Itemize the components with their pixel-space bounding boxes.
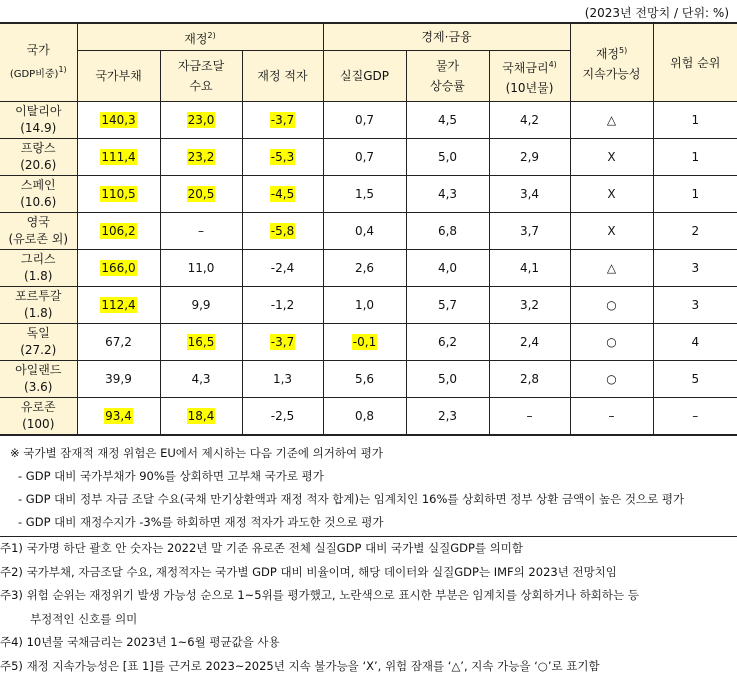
gdp-value: 0,7 bbox=[354, 113, 375, 127]
unit-note: (2023년 전망치 / 단위: %) bbox=[584, 6, 729, 20]
deficit-value: 1,3 bbox=[272, 372, 293, 386]
rank-value: – bbox=[692, 409, 699, 423]
bond-value: 2,4 bbox=[519, 335, 540, 349]
debt-value: 39,9 bbox=[105, 372, 132, 386]
sustain-cell bbox=[570, 250, 653, 287]
gdp-value: 0,4 bbox=[354, 224, 375, 238]
deficit-value: -3,7 bbox=[270, 335, 295, 349]
rank-value: 1 bbox=[691, 113, 700, 127]
table-row bbox=[0, 176, 737, 213]
deficit-value: -3,7 bbox=[270, 113, 295, 127]
deficit-cell bbox=[242, 102, 323, 139]
country-name: 포르투갈 bbox=[15, 289, 62, 303]
country-share: (100) bbox=[22, 417, 55, 431]
bond-cell bbox=[489, 361, 570, 398]
header-inflation: 물가 상승률 bbox=[406, 51, 489, 102]
sustain-cell bbox=[570, 324, 653, 361]
infl-cell bbox=[406, 250, 489, 287]
country-name: 아일랜드 bbox=[15, 363, 62, 377]
country-name: 독일 bbox=[26, 326, 50, 340]
rank-cell bbox=[653, 250, 737, 287]
sustain-value: X bbox=[607, 224, 616, 238]
rank-cell bbox=[653, 398, 737, 436]
footnote-5: 주5) 재정 지속가능성은 [표 1]를 근거로 2023~2025년 지속 불가능을 ‘X’, 위험 잠재를 ‘△’, 지속 가능을 ‘○’로 표기함 bbox=[0, 658, 600, 673]
infl-value: 4,0 bbox=[437, 261, 458, 275]
debt-cell bbox=[77, 361, 160, 398]
debt-value: 67,2 bbox=[105, 335, 132, 349]
header-deficit: 재정 적자 bbox=[242, 51, 323, 102]
footnotes bbox=[0, 537, 737, 678]
bond-value: 3,2 bbox=[519, 298, 540, 312]
gdp-cell bbox=[323, 361, 406, 398]
header-debt: 국가부채 bbox=[77, 51, 160, 102]
header-country: 국가 (GDP비중)$^{1)}$ bbox=[0, 23, 77, 102]
funding-cell bbox=[160, 102, 242, 139]
country-share: (3.6) bbox=[24, 380, 53, 394]
country-share: (유로존 외) bbox=[8, 232, 69, 246]
rank-cell bbox=[653, 139, 737, 176]
rank-value: 2 bbox=[691, 224, 700, 238]
sustain-cell bbox=[570, 361, 653, 398]
debt-value: 112,4 bbox=[101, 298, 136, 312]
notes bbox=[0, 442, 737, 678]
table-row bbox=[0, 139, 737, 176]
funding-cell bbox=[160, 176, 242, 213]
deficit-value: -5,8 bbox=[270, 224, 295, 238]
infl-cell bbox=[406, 398, 489, 436]
infl-value: 4,3 bbox=[437, 187, 458, 201]
funding-cell bbox=[160, 324, 242, 361]
funding-cell bbox=[160, 250, 242, 287]
infl-cell bbox=[406, 324, 489, 361]
bond-value: – bbox=[526, 409, 533, 423]
table-row bbox=[0, 398, 737, 436]
bond-cell bbox=[489, 139, 570, 176]
country-cell bbox=[0, 250, 77, 287]
country-share: (1.8) bbox=[24, 269, 53, 283]
header-bond-yield: 국채금리$^{4)}$ (10년물) bbox=[489, 51, 570, 102]
debt-value: 110,5 bbox=[101, 187, 136, 201]
debt-value: 93,4 bbox=[105, 409, 132, 423]
infl-cell bbox=[406, 361, 489, 398]
infl-value: 6,2 bbox=[437, 335, 458, 349]
deficit-cell bbox=[242, 398, 323, 436]
deficit-value: -5,3 bbox=[270, 150, 295, 164]
header-funding: 자금조달 수요 bbox=[160, 51, 242, 102]
deficit-value: -2,5 bbox=[270, 409, 295, 423]
deficit-cell bbox=[242, 324, 323, 361]
infl-value: 5,0 bbox=[437, 372, 458, 386]
funding-value: 9,9 bbox=[191, 298, 211, 312]
bond-value: 4,1 bbox=[519, 261, 540, 275]
funding-cell bbox=[160, 139, 242, 176]
bond-cell bbox=[489, 250, 570, 287]
table-row bbox=[0, 250, 737, 287]
gdp-cell bbox=[323, 176, 406, 213]
bond-cell bbox=[489, 176, 570, 213]
footnote-1: 주1) 국가명 하단 괄호 안 숫자는 2022년 말 기준 유로존 전체 실질GDP 대비 국가별 실질GDP를 의미함 bbox=[0, 541, 524, 555]
gdp-cell bbox=[323, 139, 406, 176]
table-row bbox=[0, 324, 737, 361]
criteria-notes bbox=[0, 442, 737, 537]
fiscal-risk-table bbox=[0, 22, 737, 436]
gdp-cell bbox=[323, 287, 406, 324]
deficit-cell bbox=[242, 361, 323, 398]
rank-value: 3 bbox=[691, 261, 700, 275]
table-row bbox=[0, 361, 737, 398]
funding-value: 23,0 bbox=[187, 113, 215, 127]
criteria-item: - GDP 대비 국가부채가 90%를 상회하면 고부채 국가로 평가 bbox=[18, 469, 324, 483]
sustain-cell bbox=[570, 102, 653, 139]
funding-cell bbox=[160, 287, 242, 324]
sustain-value: △ bbox=[606, 261, 617, 275]
bond-cell bbox=[489, 398, 570, 436]
country-share: (27.2) bbox=[20, 343, 57, 357]
debt-value: 111,4 bbox=[101, 150, 136, 164]
infl-cell bbox=[406, 102, 489, 139]
rank-value: 5 bbox=[691, 372, 700, 386]
rank-cell bbox=[653, 361, 737, 398]
bond-value: 4,2 bbox=[519, 113, 540, 127]
rank-value: 1 bbox=[691, 150, 700, 164]
bond-value: 3,4 bbox=[519, 187, 540, 201]
infl-cell bbox=[406, 176, 489, 213]
sustain-value: – bbox=[608, 409, 615, 423]
country-cell bbox=[0, 324, 77, 361]
header-fiscal: 재정$^{2)}$ bbox=[77, 23, 323, 51]
gdp-value: 1,5 bbox=[354, 187, 375, 201]
footnote-3-cont: 부정적인 신호를 의미 bbox=[30, 611, 138, 626]
table-row bbox=[0, 102, 737, 139]
country-cell bbox=[0, 213, 77, 250]
sustain-cell bbox=[570, 139, 653, 176]
funding-value: 23,2 bbox=[187, 150, 215, 164]
rank-cell bbox=[653, 324, 737, 361]
rank-cell bbox=[653, 287, 737, 324]
sustain-value: X bbox=[607, 150, 616, 164]
gdp-value: 0,7 bbox=[354, 150, 375, 164]
infl-value: 5,0 bbox=[437, 150, 458, 164]
bond-cell bbox=[489, 324, 570, 361]
bond-cell bbox=[489, 287, 570, 324]
debt-value: 166,0 bbox=[101, 261, 136, 275]
country-share: (1.8) bbox=[24, 306, 53, 320]
gdp-cell bbox=[323, 102, 406, 139]
gdp-value: -0,1 bbox=[352, 335, 377, 349]
country-name: 그리스 bbox=[20, 252, 56, 266]
bond-value: 2,8 bbox=[519, 372, 540, 386]
deficit-cell bbox=[242, 287, 323, 324]
criteria-item: - GDP 대비 정부 자금 조달 수요(국채 만기상환액과 재정 적자 합계)는 임계치인 16%를 상회하면 정부 상환 금액이 높은 것으로 평가 bbox=[18, 492, 685, 506]
funding-cell bbox=[160, 213, 242, 250]
debt-cell bbox=[77, 176, 160, 213]
bond-value: 3,7 bbox=[519, 224, 540, 238]
bond-cell bbox=[489, 102, 570, 139]
country-cell bbox=[0, 398, 77, 436]
gdp-value: 1,0 bbox=[354, 298, 375, 312]
rank-cell bbox=[653, 176, 737, 213]
sustain-value: ○ bbox=[606, 372, 617, 386]
country-cell bbox=[0, 361, 77, 398]
debt-cell bbox=[77, 102, 160, 139]
country-cell bbox=[0, 139, 77, 176]
infl-cell bbox=[406, 213, 489, 250]
debt-value: 106,2 bbox=[101, 224, 136, 238]
country-name: 이탈리아 bbox=[15, 104, 62, 118]
country-cell bbox=[0, 176, 77, 213]
header-econ: 경제·금융 bbox=[323, 23, 570, 51]
infl-value: 4,5 bbox=[437, 113, 458, 127]
country-cell bbox=[0, 102, 77, 139]
footnote-3: 주3) 위험 순위는 재정위기 발생 가능성 순으로 1~5위를 평가했고, 노란색으로 표시한 부분은 임계치를 상회하거나 하회하는 등 bbox=[0, 588, 639, 602]
infl-value: 5,7 bbox=[437, 298, 458, 312]
funding-value: – bbox=[198, 224, 204, 238]
deficit-value: -4,5 bbox=[270, 187, 295, 201]
country-share: (10.6) bbox=[20, 195, 57, 209]
table-row bbox=[0, 287, 737, 324]
deficit-cell bbox=[242, 139, 323, 176]
infl-cell bbox=[406, 287, 489, 324]
sustain-cell bbox=[570, 398, 653, 436]
bond-cell bbox=[489, 213, 570, 250]
funding-value: 18,4 bbox=[187, 409, 215, 423]
footnote-4: 주4) 10년물 국채금리는 2023년 1~6월 평균값을 사용 bbox=[0, 635, 280, 649]
sustain-cell bbox=[570, 287, 653, 324]
debt-cell bbox=[77, 139, 160, 176]
country-name: 스페인 bbox=[20, 178, 56, 192]
sustain-value: X bbox=[607, 187, 616, 201]
infl-value: 6,8 bbox=[437, 224, 458, 238]
rank-value: 4 bbox=[691, 335, 700, 349]
header-risk-rank: 위험 순위 bbox=[653, 23, 737, 102]
country-name: 유로존 bbox=[20, 400, 56, 414]
criteria-intro: ※ 국가별 잠재적 재정 위험은 EU에서 제시하는 다음 기준에 의거하여 평가 bbox=[10, 446, 383, 460]
gdp-cell bbox=[323, 250, 406, 287]
gdp-cell bbox=[323, 213, 406, 250]
country-name: 프랑스 bbox=[20, 141, 56, 155]
footnote-2: 주2) 국가부채, 자금조달 수요, 재정적자는 국가별 GDP 대비 비율이며, 해당 데이터와 실질GDP는 IMF의 2023년 전망치임 bbox=[0, 564, 617, 579]
criteria-item: - GDP 대비 재정수지가 -3%를 하회하면 재정 적자가 과도한 것으로 평가 bbox=[18, 515, 384, 529]
funding-value: 16,5 bbox=[187, 335, 215, 349]
sustain-value: ○ bbox=[606, 298, 617, 312]
deficit-value: -2,4 bbox=[270, 261, 295, 275]
gdp-cell bbox=[323, 398, 406, 436]
gdp-value: 5,6 bbox=[354, 372, 375, 386]
funding-value: 4,3 bbox=[191, 372, 211, 386]
header-sustainability: 재정$^{5)}$ 지속가능성 bbox=[570, 23, 653, 102]
country-share: (20.6) bbox=[20, 158, 57, 172]
deficit-cell bbox=[242, 213, 323, 250]
debt-cell bbox=[77, 250, 160, 287]
deficit-cell bbox=[242, 250, 323, 287]
gdp-value: 2,6 bbox=[354, 261, 375, 275]
sustain-value: △ bbox=[606, 113, 617, 127]
sustain-cell bbox=[570, 213, 653, 250]
funding-cell bbox=[160, 361, 242, 398]
deficit-cell bbox=[242, 176, 323, 213]
funding-value: 11,0 bbox=[187, 261, 215, 275]
debt-cell bbox=[77, 398, 160, 436]
debt-cell bbox=[77, 213, 160, 250]
sustain-value: ○ bbox=[606, 335, 617, 349]
debt-value: 140,3 bbox=[101, 113, 136, 127]
debt-cell bbox=[77, 287, 160, 324]
funding-cell bbox=[160, 398, 242, 436]
table-row bbox=[0, 213, 737, 250]
debt-cell bbox=[77, 324, 160, 361]
funding-value: 20,5 bbox=[187, 187, 215, 201]
sustain-cell bbox=[570, 176, 653, 213]
header-gdp: 실질GDP bbox=[323, 51, 406, 102]
country-cell bbox=[0, 287, 77, 324]
rank-cell bbox=[653, 213, 737, 250]
infl-cell bbox=[406, 139, 489, 176]
gdp-cell bbox=[323, 324, 406, 361]
gdp-value: 0,8 bbox=[354, 409, 375, 423]
bond-value: 2,9 bbox=[519, 150, 540, 164]
country-name: 영국 bbox=[26, 215, 50, 229]
infl-value: 2,3 bbox=[437, 409, 458, 423]
deficit-value: -1,2 bbox=[270, 298, 295, 312]
rank-cell bbox=[653, 102, 737, 139]
rank-value: 1 bbox=[691, 187, 700, 201]
country-share: (14.9) bbox=[20, 121, 57, 135]
rank-value: 3 bbox=[691, 298, 700, 312]
